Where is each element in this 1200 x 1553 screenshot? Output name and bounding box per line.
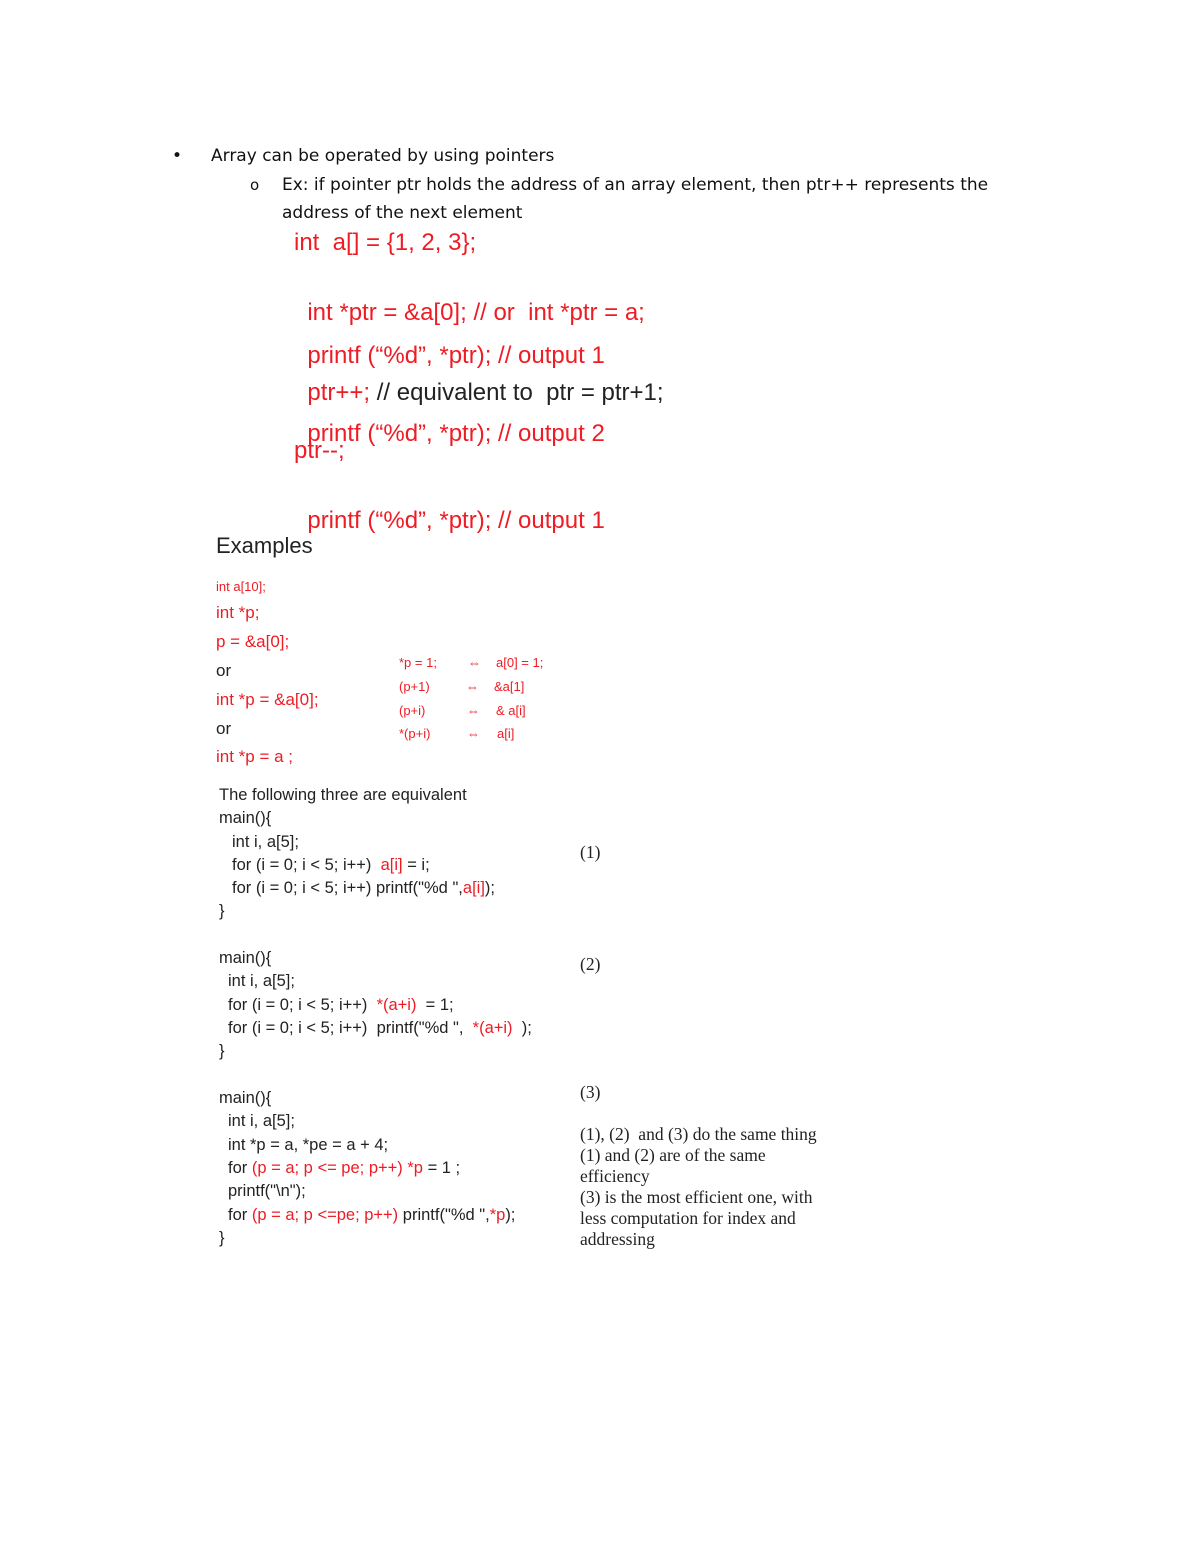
p3-line4-deref: *p [407, 1159, 423, 1177]
example-decl-init-addr: int *p = &a[0]; [216, 690, 319, 709]
code1-line5-comment: // output 2 [498, 420, 605, 447]
equiv-arrow-1: ⇔ [466, 679, 479, 694]
p3-line5: printf("\n"); [228, 1182, 306, 1200]
note-line-0: (1), (2) and (3) do the same thing [580, 1124, 817, 1144]
p1-line4-loop: for (i = 0; i < 5; i++) printf("%d ", [232, 879, 463, 897]
code1-line4-code: ptr++; [307, 379, 371, 406]
note-line-4: less computation for index and [580, 1208, 796, 1228]
p2-line4-rest: ); [521, 1019, 532, 1037]
p3-line6-deref: *p [489, 1206, 506, 1224]
p3-line6-rest: ); [505, 1206, 516, 1224]
sub-bullet-text-line2: address of the next element [282, 203, 523, 223]
equiv-right-0: a[0] = 1; [496, 655, 544, 670]
p1-line1: main(){ [219, 809, 272, 827]
equiv-right-2: & a[i] [496, 703, 526, 718]
code1-line7-comment: // output 1 [498, 507, 605, 534]
equiv-arrow-0: ⇔ [468, 655, 481, 670]
bullet-main-text: Array can be operated by using pointers [211, 146, 555, 166]
p1-line3-rest: = i; [407, 856, 430, 874]
example-decl-array: int a[10]; [216, 579, 266, 594]
p3-line6-header: (p = a; p <=pe; p++) [251, 1206, 399, 1224]
p1-label: (1) [580, 842, 601, 862]
p1-line2: int i, a[5]; [232, 833, 299, 851]
sub-bullet-text-line1: Ex: if pointer ptr holds the address of an array element, then ptr++ represents the [282, 175, 989, 195]
equiv-arrow-2: ⇔ [467, 703, 480, 718]
example-decl-pointer: int *p; [216, 603, 260, 622]
equiv-left-2: (p+i) [399, 703, 426, 718]
example-or-1: or [216, 661, 232, 680]
p1-line4-rest: ); [484, 879, 495, 897]
code1-line2-code: int *ptr = &a[0]; [307, 299, 467, 326]
p2-label: (2) [580, 954, 601, 974]
p3-line1: main(){ [219, 1089, 272, 1107]
example-decl-init-array: int *p = a ; [216, 747, 294, 766]
p3-line6 [228, 1205, 515, 1225]
example-assign: p = &a[0]; [216, 632, 290, 651]
code1-line7-code: printf (“%d”, *ptr); [307, 507, 492, 534]
note-line-3: (3) is the most efficient one, with [580, 1187, 813, 1207]
note-line-2: efficiency [580, 1166, 650, 1186]
note-line-5: addressing [580, 1229, 655, 1249]
p2-line3-loop: for (i = 0; i < 5; i++) [228, 996, 368, 1014]
bullet-marker: • [172, 146, 183, 166]
p3-line3: int *p = a, *pe = a + 4; [228, 1136, 389, 1154]
code1-line4-comment: // equivalent to ptr = ptr+1; [376, 379, 664, 406]
equiv-right-1: &a[1] [494, 679, 525, 694]
p1-line4 [232, 878, 495, 898]
p2-line3-target: *(a+i) [376, 996, 417, 1014]
code1-line5-code: printf (“%d”, *ptr); [307, 420, 492, 447]
p1-line4-target: a[i] [462, 879, 485, 897]
p3-line4 [228, 1158, 460, 1178]
equiv-left-1: (p+1) [399, 679, 430, 694]
p2-line4 [228, 1018, 532, 1038]
p2-line3-rest: = 1; [425, 996, 454, 1014]
equiv-right-3: a[i] [497, 726, 515, 741]
p3-line7: } [219, 1229, 225, 1247]
p2-line2: int i, a[5]; [228, 972, 295, 990]
code1-line1: int a[] = {1, 2, 3}; [294, 229, 477, 256]
programs-intro: The following three are equivalent [219, 786, 467, 804]
p1-line3-loop: for (i = 0; i < 5; i++) [232, 856, 372, 874]
p3-line4-for: for [228, 1159, 248, 1177]
p2-line1: main(){ [219, 949, 272, 967]
note-line-1: (1) and (2) are of the same [580, 1145, 766, 1165]
code1-line3-comment: // output 1 [498, 342, 605, 369]
code1-line2-comment: // or int *ptr = a; [473, 299, 645, 326]
equiv-left-0: *p = 1; [399, 655, 437, 670]
p3-line2: int i, a[5]; [228, 1112, 295, 1130]
example-or-2: or [216, 719, 232, 738]
p2-line5: } [219, 1042, 225, 1060]
code1-line7 [294, 479, 605, 535]
sub-bullet-marker: o [250, 176, 260, 194]
examples-heading: Examples [216, 533, 313, 558]
code1-line3-code: printf (“%d”, *ptr); [307, 342, 492, 369]
code1-line6: ptr--; [294, 437, 345, 464]
p2-line4-loop: for (i = 0; i < 5; i++) printf("%d ", [228, 1019, 464, 1037]
p1-line3 [232, 855, 430, 875]
p2-line4-target: *(a+i) [472, 1019, 513, 1037]
p3-line4-header: (p = a; p <= pe; p++) [251, 1159, 403, 1177]
p1-line5: } [219, 902, 225, 920]
p3-line6-printf: printf("%d ", [402, 1206, 490, 1224]
equiv-arrow-3: ⇔ [467, 726, 480, 741]
p3-line4-rest: = 1 ; [427, 1159, 461, 1177]
p1-line3-target: a[i] [380, 856, 403, 874]
p2-line3 [228, 995, 454, 1015]
equiv-left-3: *(p+i) [399, 726, 431, 741]
p3-line6-for: for [228, 1206, 248, 1224]
p3-label: (3) [580, 1082, 601, 1102]
